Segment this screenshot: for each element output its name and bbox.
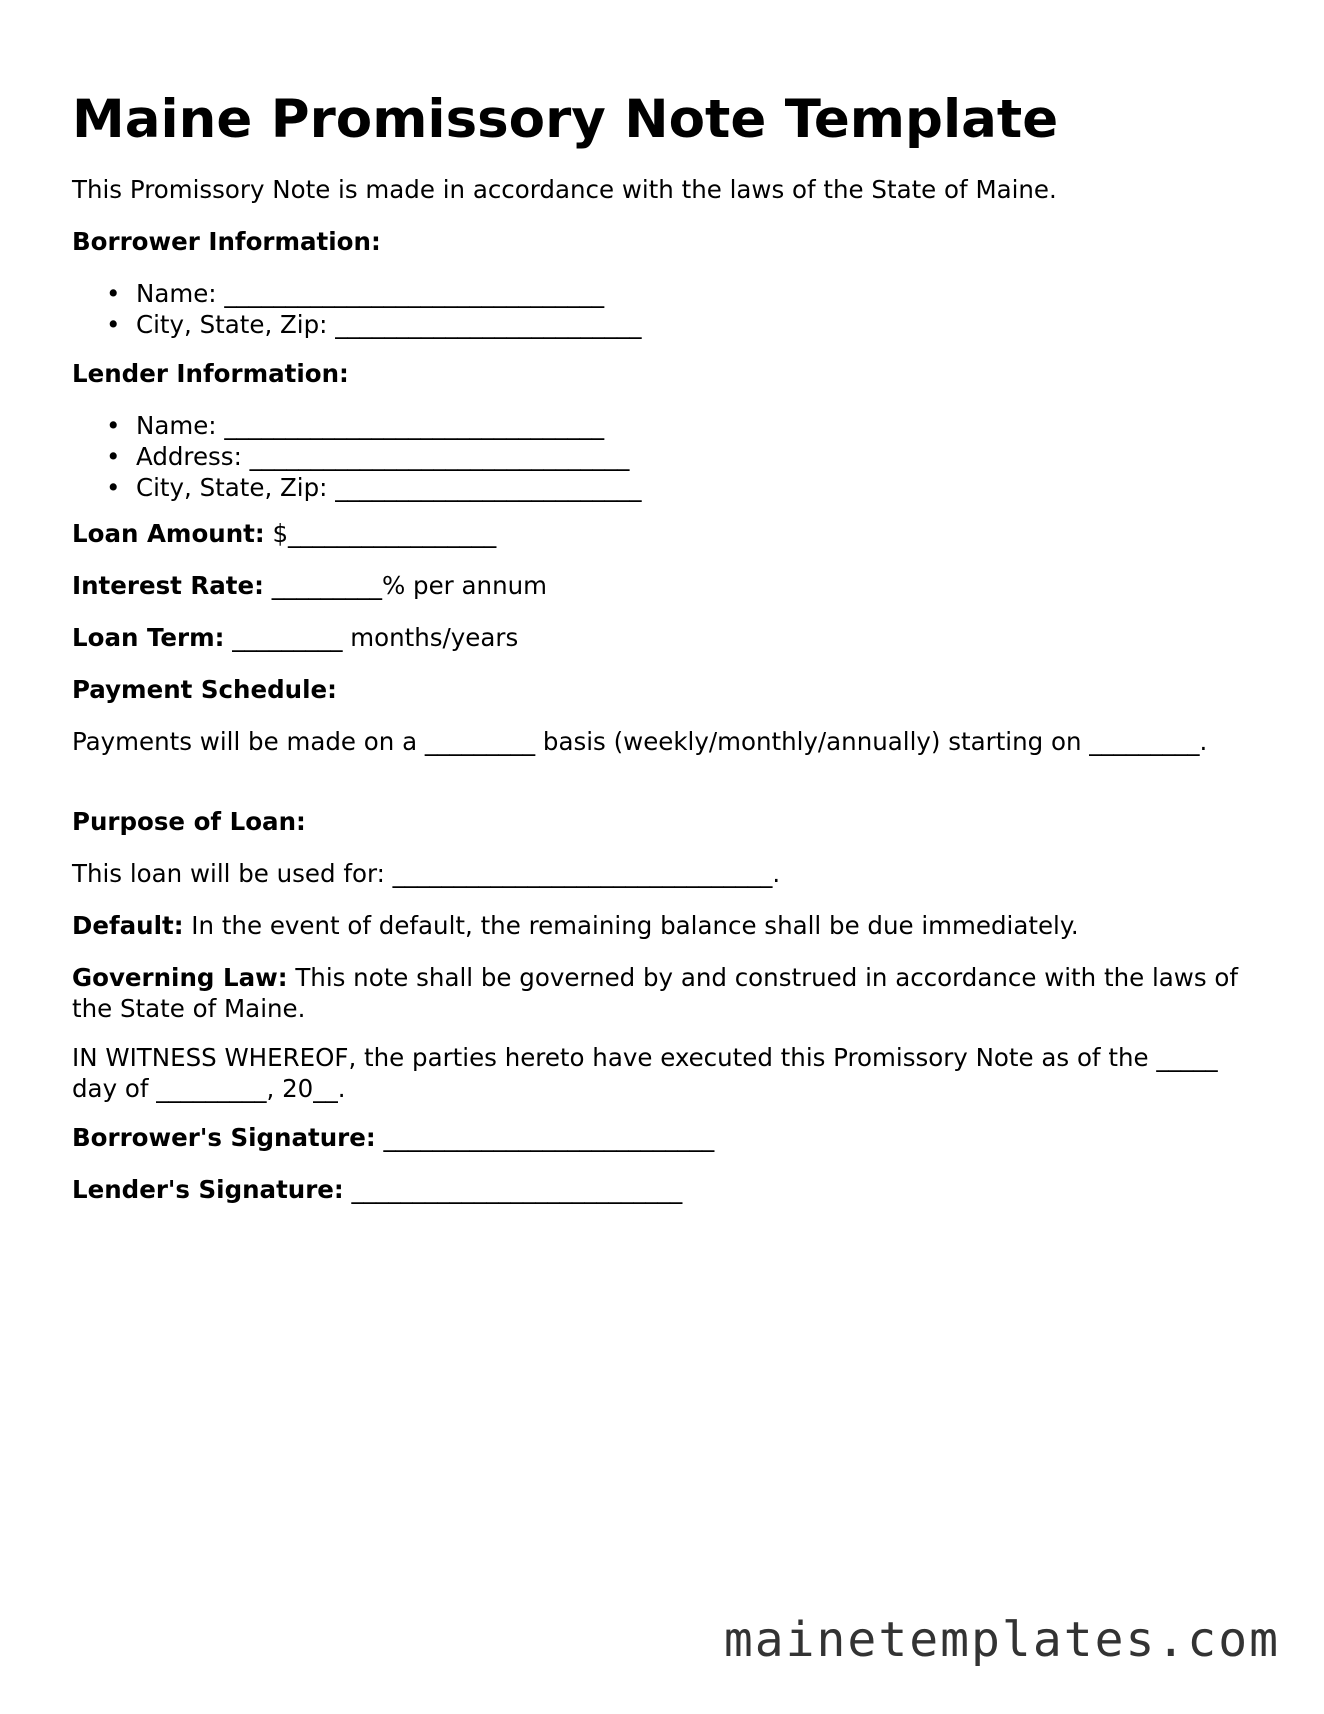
page-title: Maine Promissory Note Template bbox=[72, 89, 1059, 150]
borrower-city-item: • City, State, Zip: _________________________ bbox=[136, 309, 641, 340]
governing-law-text: This note shall be governed by and construed in accordance with the laws of the State of Maine. bbox=[72, 963, 1238, 1023]
loan-amount-field: $_________________ bbox=[272, 519, 497, 548]
payment-schedule-text: Payments will be made on a _________ basis (weekly/monthly/annually) starting on _________. bbox=[72, 727, 1208, 756]
default-label: Default: bbox=[72, 911, 184, 940]
borrower-signature-field: ___________________________ bbox=[383, 1123, 715, 1152]
lender-heading: Lender Information: bbox=[72, 359, 349, 388]
lender-city-item: • City, State, Zip: _________________________ bbox=[136, 472, 641, 503]
loan-term-line bbox=[72, 622, 518, 653]
watermark: mainetemplates.com bbox=[723, 1612, 1280, 1668]
interest-rate-line bbox=[72, 570, 547, 601]
loan-amount-line bbox=[72, 518, 496, 549]
loan-term-field: _________ months/years bbox=[232, 623, 519, 652]
loan-term-label: Loan Term: bbox=[72, 623, 225, 652]
borrower-name-item: • Name: _______________________________ bbox=[136, 278, 641, 309]
lender-signature-line bbox=[72, 1174, 682, 1205]
lender-signature-field: ___________________________ bbox=[351, 1175, 683, 1204]
lender-list bbox=[72, 410, 641, 503]
default-text: In the event of default, the remaining balance shall be due immediately. bbox=[183, 911, 1079, 940]
interest-rate-field: _________% per annum bbox=[271, 571, 548, 600]
governing-law-clause bbox=[72, 962, 1252, 1024]
payment-schedule-heading: Payment Schedule: bbox=[72, 675, 337, 704]
intro-text: This Promissory Note is made in accordance with the laws of the State of Maine. bbox=[72, 175, 1057, 204]
loan-amount-label: Loan Amount: bbox=[72, 519, 265, 548]
interest-rate-label: Interest Rate: bbox=[72, 571, 264, 600]
purpose-text: This loan will be used for: _______________________________. bbox=[72, 859, 781, 888]
lender-signature-label: Lender's Signature: bbox=[72, 1175, 344, 1204]
default-clause bbox=[72, 910, 1079, 941]
borrower-signature-label: Borrower's Signature: bbox=[72, 1123, 376, 1152]
purpose-heading: Purpose of Loan: bbox=[72, 807, 306, 836]
witness-clause: IN WITNESS WHEREOF, the parties hereto have executed this Promissory Note as of the _____ day of _________, 20__. bbox=[72, 1043, 1218, 1103]
borrower-heading: Borrower Information: bbox=[72, 227, 381, 256]
governing-law-label: Governing Law: bbox=[72, 963, 288, 992]
borrower-signature-line bbox=[72, 1122, 714, 1153]
borrower-list bbox=[72, 278, 641, 340]
lender-name-item: • Name: _______________________________ bbox=[136, 410, 641, 441]
lender-address-item: • Address: _______________________________ bbox=[136, 441, 641, 472]
